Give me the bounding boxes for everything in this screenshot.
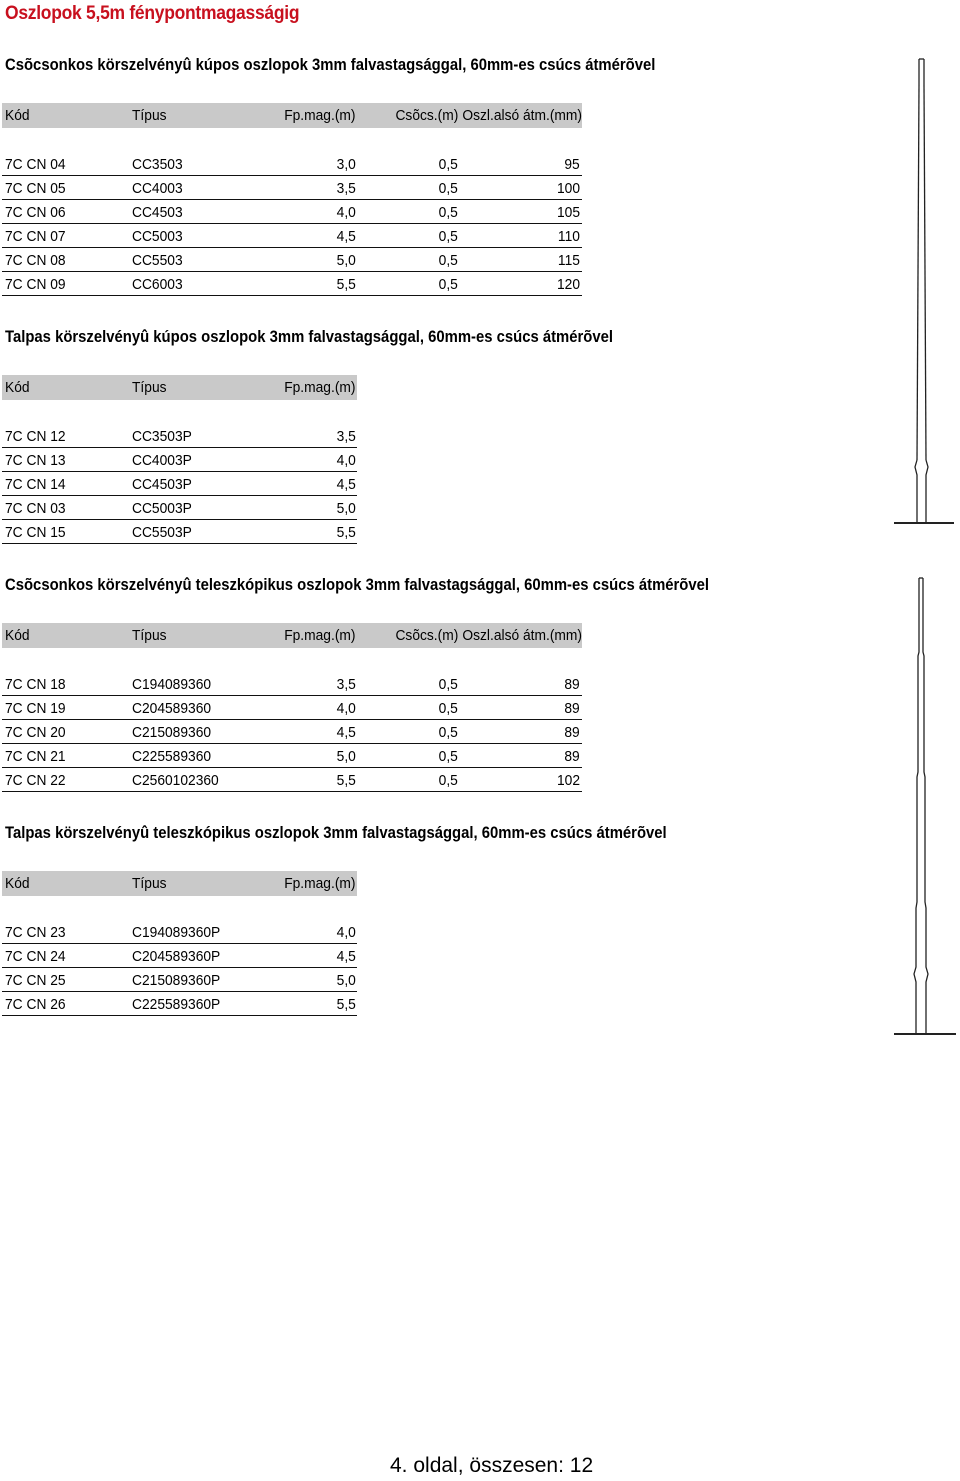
cell-kod: 7C CN 18 [5,676,66,693]
cell-tipus: C2560102360 [132,772,219,789]
section-title: Talpas körszelvényû kúpos oszlopok 3mm falvastagsággal, 60mm-es csúcs átmérõvel [5,328,614,346]
cell-csocs: 0,5 [438,724,458,741]
cell-fp-mag: 4,5 [336,948,356,965]
section-title: Csõcsonkos körszelvényû kúpos oszlopok 3mm falvastagsággal, 60mm-es csúcs átmérõvel [5,56,656,74]
cell-fp-mag: 4,0 [336,700,356,717]
cell-tipus: CC4503 [132,204,183,221]
cell-tipus: C204589360 [132,700,212,717]
cell-tipus: C194089360 [132,676,212,693]
table-row [2,968,357,992]
conical-pole-icon [890,55,960,530]
table-row [2,248,582,272]
cell-tipus: CC3503 [132,156,183,173]
cell-also-atm: 89 [564,724,580,741]
header-tipus: Típus [132,627,167,644]
table-row [2,200,582,224]
header-also-atm: Oszl.alsó átm.(mm) [462,107,582,124]
cell-fp-mag: 4,0 [336,924,356,941]
table-row [2,768,582,792]
table-row [2,920,357,944]
table-header [2,103,582,128]
table-row [2,472,357,496]
cell-kod: 7C CN 03 [5,500,66,517]
cell-kod: 7C CN 09 [5,276,66,293]
cell-kod: 7C CN 07 [5,228,66,245]
cell-tipus: CC4003P [132,452,192,469]
cell-kod: 7C CN 19 [5,700,66,717]
header-kod: Kód [5,875,30,892]
cell-fp-mag: 4,5 [336,228,356,245]
cell-fp-mag: 3,5 [336,428,356,445]
cell-kod: 7C CN 26 [5,996,66,1013]
header-csocs: Csõcs.(m) [395,107,458,124]
header-kod: Kód [5,627,30,644]
table-header [2,623,582,648]
cell-tipus: C194089360P [132,924,221,941]
cell-fp-mag: 5,0 [336,252,356,269]
cell-csocs: 0,5 [438,204,458,221]
table-row [2,720,582,744]
cell-kod: 7C CN 06 [5,204,66,221]
table-row [2,744,582,768]
cell-also-atm: 89 [564,700,580,717]
cell-fp-mag: 3,5 [336,180,356,197]
cell-kod: 7C CN 05 [5,180,66,197]
cell-kod: 7C CN 15 [5,524,66,541]
header-tipus: Típus [132,379,167,396]
cell-csocs: 0,5 [438,180,458,197]
cell-also-atm: 95 [564,156,580,173]
cell-kod: 7C CN 14 [5,476,66,493]
cell-kod: 7C CN 23 [5,924,66,941]
cell-tipus: CC5503 [132,252,183,269]
cell-csocs: 0,5 [438,676,458,693]
product-table [2,871,357,1016]
table-row [2,672,582,696]
cell-csocs: 0,5 [438,276,458,293]
section-title: Csõcsonkos körszelvényû teleszkópikus oszlopok 3mm falvastagsággal, 60mm-es csúcs átmérõvel [5,576,710,594]
product-table [2,375,357,544]
cell-fp-mag: 5,5 [336,524,356,541]
cell-also-atm: 100 [556,180,580,197]
table-row [2,152,582,176]
cell-also-atm: 89 [564,676,580,693]
cell-also-atm: 110 [557,228,580,245]
cell-tipus: CC4003 [132,180,183,197]
cell-fp-mag: 5,5 [336,996,356,1013]
cell-tipus: C225589360P [132,996,221,1013]
table-row [2,520,357,544]
section-title: Talpas körszelvényû teleszkópikus oszlopok 3mm falvastagsággal, 60mm-es csúcs átmérõvel [5,824,667,842]
cell-also-atm: 102 [556,772,580,789]
cell-kod: 7C CN 21 [5,748,66,765]
cell-fp-mag: 4,5 [336,724,356,741]
product-table [2,103,582,296]
table-header [2,375,357,400]
table-row [2,944,357,968]
table-row [2,696,582,720]
cell-kod: 7C CN 04 [5,156,66,173]
header-fp-mag: Fp.mag.(m) [284,107,356,124]
page-title: Oszlopok 5,5m fénypontmagasságig [5,3,300,24]
cell-fp-mag: 4,5 [336,476,356,493]
cell-csocs: 0,5 [438,700,458,717]
cell-tipus: CC3503P [132,428,192,445]
header-fp-mag: Fp.mag.(m) [284,875,356,892]
cell-tipus: C215089360P [132,972,221,989]
cell-kod: 7C CN 22 [5,772,66,789]
table-row [2,424,357,448]
table-row [2,272,582,296]
cell-tipus: CC5003P [132,500,192,517]
product-table [2,623,582,792]
cell-fp-mag: 4,0 [336,452,356,469]
cell-tipus: CC5003 [132,228,183,245]
cell-csocs: 0,5 [438,772,458,789]
cell-also-atm: 105 [556,204,580,221]
cell-csocs: 0,5 [438,252,458,269]
cell-also-atm: 89 [564,748,580,765]
header-csocs: Csõcs.(m) [395,627,458,644]
table-row [2,992,357,1016]
cell-kod: 7C CN 08 [5,252,66,269]
header-tipus: Típus [132,875,167,892]
table-row [2,176,582,200]
cell-tipus: CC6003 [132,276,183,293]
cell-csocs: 0,5 [438,156,458,173]
table-header [2,871,357,896]
cell-tipus: CC5503P [132,524,192,541]
header-tipus: Típus [132,107,167,124]
cell-fp-mag: 3,5 [336,676,356,693]
cell-fp-mag: 5,5 [336,276,356,293]
cell-csocs: 0,5 [438,748,458,765]
header-fp-mag: Fp.mag.(m) [284,627,356,644]
cell-tipus: C225589360 [132,748,212,765]
table-row [2,496,357,520]
page-footer: 4. oldal, összesen: 12 [390,1454,594,1477]
cell-also-atm: 115 [557,252,580,269]
cell-fp-mag: 5,0 [336,972,356,989]
cell-fp-mag: 5,0 [336,500,356,517]
cell-kod: 7C CN 25 [5,972,66,989]
cell-fp-mag: 5,5 [336,772,356,789]
header-fp-mag: Fp.mag.(m) [284,379,356,396]
cell-tipus: C204589360P [132,948,221,965]
cell-tipus: C215089360 [132,724,212,741]
cell-tipus: CC4503P [132,476,192,493]
cell-also-atm: 120 [556,276,580,293]
cell-csocs: 0,5 [438,228,458,245]
cell-fp-mag: 5,0 [336,748,356,765]
cell-kod: 7C CN 12 [5,428,66,445]
header-kod: Kód [5,107,30,124]
cell-kod: 7C CN 20 [5,724,66,741]
table-row [2,448,357,472]
table-row [2,224,582,248]
cell-kod: 7C CN 24 [5,948,66,965]
header-kod: Kód [5,379,30,396]
header-also-atm: Oszl.alsó átm.(mm) [462,627,582,644]
cell-fp-mag: 3,0 [336,156,356,173]
cell-fp-mag: 4,0 [336,204,356,221]
cell-kod: 7C CN 13 [5,452,66,469]
telescopic-pole-icon [890,572,960,1042]
